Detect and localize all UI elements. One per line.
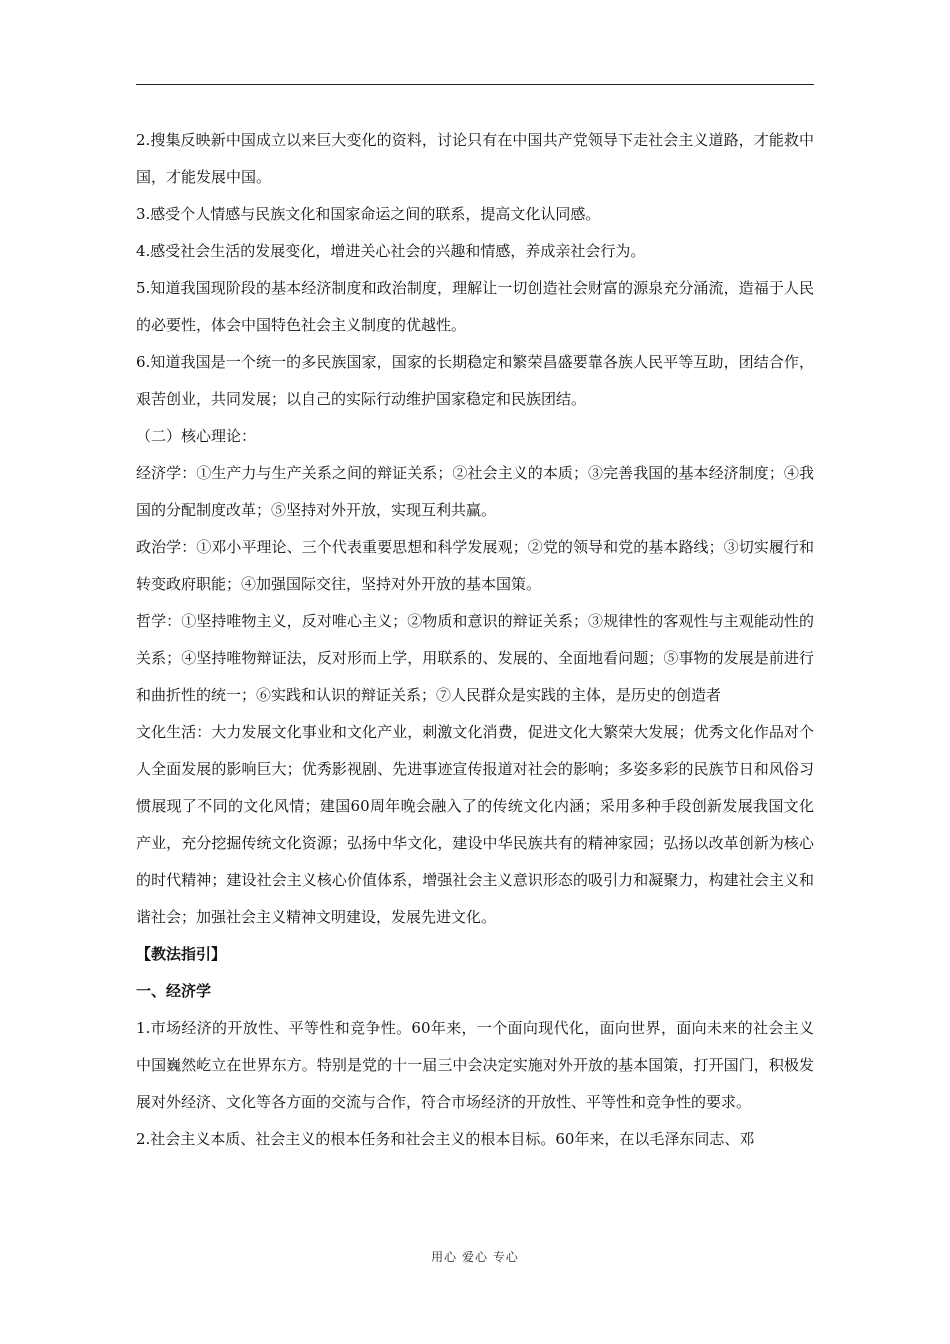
section-heading: 【教法指引】 [136, 945, 227, 963]
paragraph: 5.知道我国现阶段的基本经济制度和政治制度，理解让一切创造社会财富的源泉充分涌流，造福于人民的必要性，体会中国特色社会主义制度的优越性。 [136, 279, 814, 334]
document-body [136, 122, 814, 1158]
paragraph: 2.搜集反映新中国成立以来巨大变化的资料，讨论只有在中国共产党领导下走社会主义道路，才能救中国，才能发展中国。 [136, 131, 814, 186]
paragraph: 2.社会主义本质、社会主义的根本任务和社会主义的根本目标。60年来，在以毛泽东同志、邓 [136, 1130, 755, 1148]
paragraph: 政治学：①邓小平理论、三个代表重要思想和科学发展观；②党的领导和党的基本路线；③切实履行和转变政府职能；④加强国际交往，坚持对外开放的基本国策。 [136, 538, 814, 593]
paragraph: 6.知道我国是一个统一的多民族国家，国家的长期稳定和繁荣昌盛要靠各族人民平等互助，团结合作，艰苦创业，共同发展；以自己的实际行动维护国家稳定和民族团结。 [136, 353, 814, 408]
paragraph: 经济学：①生产力与生产关系之间的辩证关系；②社会主义的本质；③完善我国的基本经济制度；④我国的分配制度改革；⑤坚持对外开放，实现互利共赢。 [136, 464, 814, 519]
paragraph: 1.市场经济的开放性、平等性和竞争性。60年来，一个面向现代化，面向世界，面向未来的社会主义中国巍然屹立在世界东方。特别是党的十一届三中会决定实施对外开放的基本国策，打开国门，积极发展对外经济、文化等各方面的交流与合作，符合市场经济的开放性、平等性和竞争性的要求。 [136, 1019, 814, 1111]
page-footer: 用心 爱心 专心 [431, 1250, 519, 1264]
paragraph: （二）核心理论： [136, 427, 257, 445]
header-rule [136, 84, 814, 85]
paragraph: 4.感受社会生活的发展变化，增进关心社会的兴趣和情感，养成亲社会行为。 [136, 242, 646, 260]
section-heading: 一、经济学 [136, 982, 212, 1000]
paragraph: 哲学：①坚持唯物主义，反对唯心主义；②物质和意识的辩证关系；③规律性的客观性与主观能动性的关系；④坚持唯物辩证法，反对形而上学，用联系的、发展的、全面地看问题；⑤事物的发展是前进行和曲折性的统一；⑥实践和认识的辩证关系；⑦人民群众是实践的主体，是历史的创造者 [136, 612, 814, 704]
paragraph: 文化生活：大力发展文化事业和文化产业，刺激文化消费，促进文化大繁荣大发展；优秀文化作品对个人全面发展的影响巨大；优秀影视剧、先进事迹宣传报道对社会的影响；多姿多彩的民族节日和风俗习惯展现了不同的文化风情；建国60周年晚会融入了的传统文化内涵；采用多种手段创新发展我国文化产业，充分挖掘传统文化资源；弘扬中华文化，建设中华民族共有的精神家园；弘扬以改革创新为核心的时代精神；建设社会主义核心价值体系，增强社会主义意识形态的吸引力和凝聚力，构建社会主义和谐社会；加强社会主义精神文明建设，发展先进文化。 [136, 723, 814, 926]
paragraph: 3.感受个人情感与民族文化和国家命运之间的联系，提高文化认同感。 [136, 205, 601, 223]
